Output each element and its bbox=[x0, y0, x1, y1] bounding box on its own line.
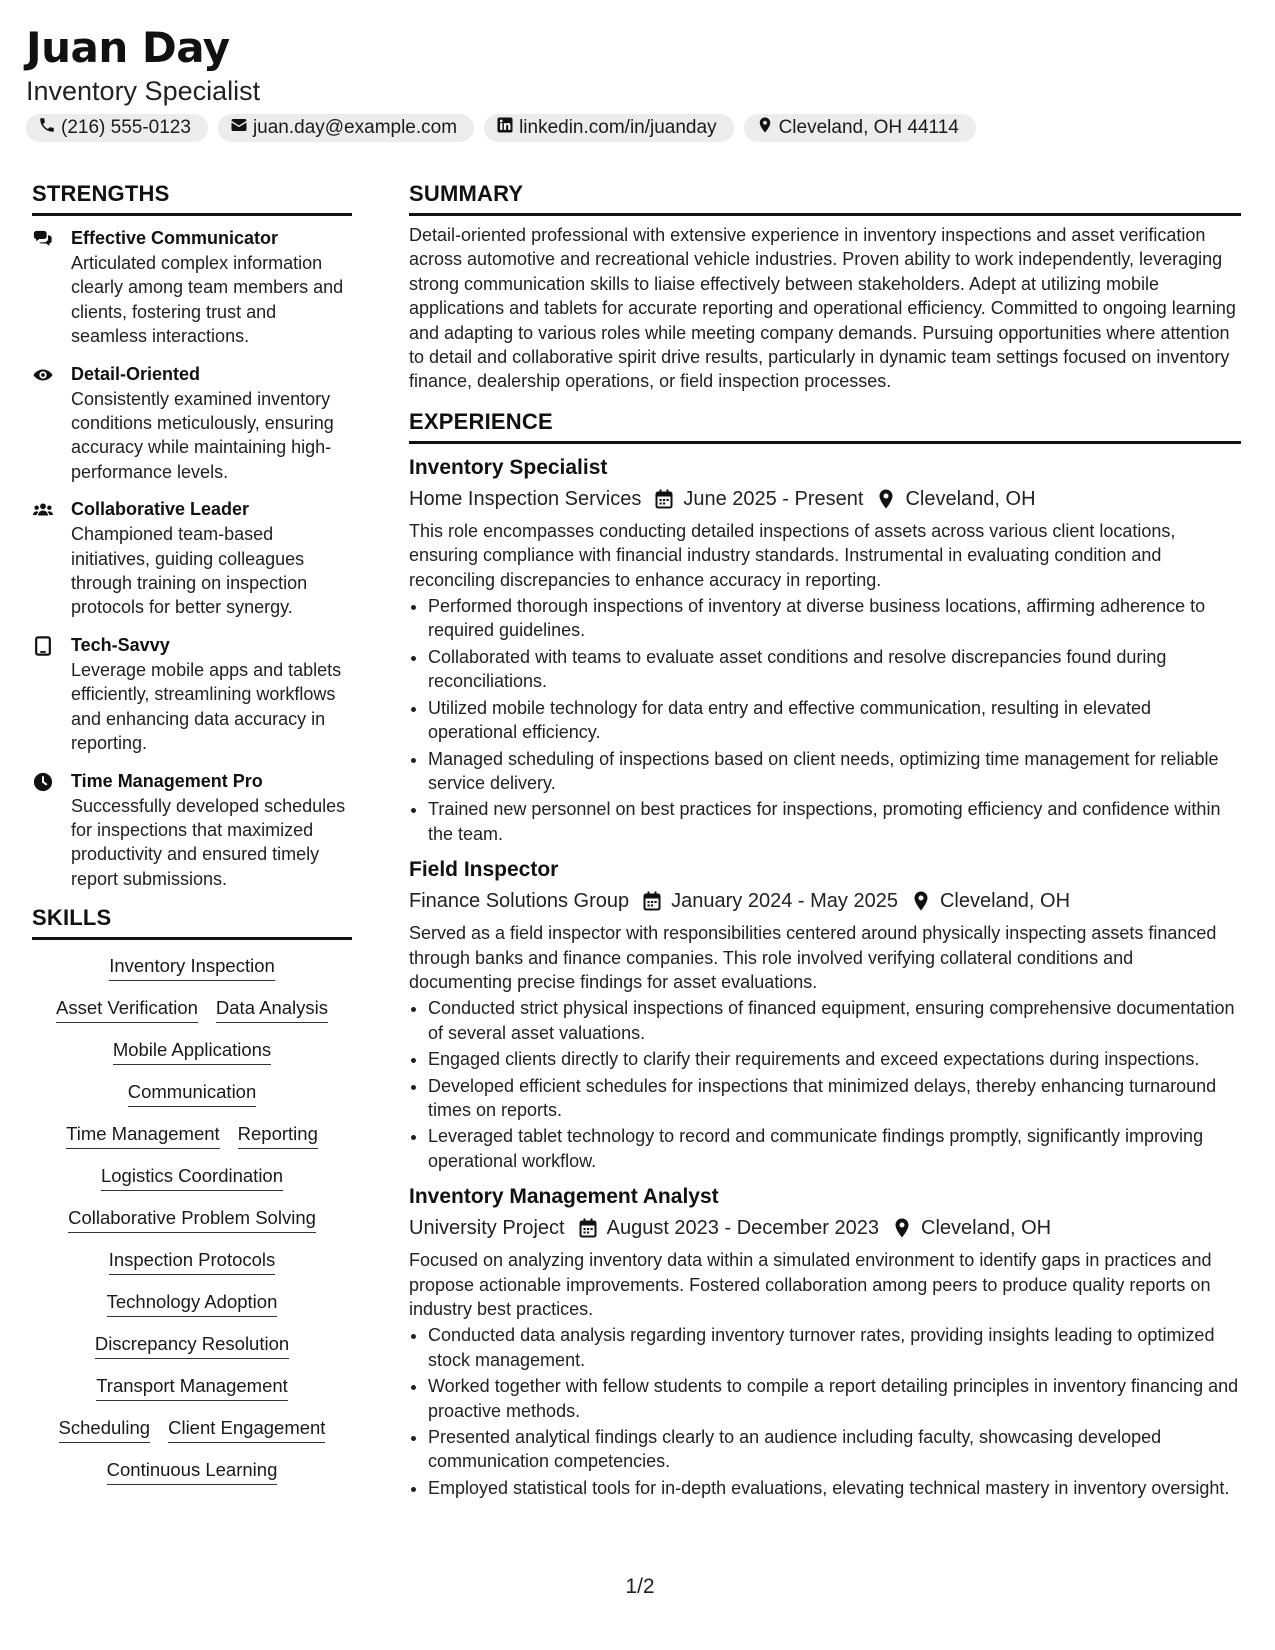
job-company: University Project bbox=[409, 1217, 565, 1240]
job-title: Field Inspector bbox=[409, 858, 559, 882]
envelope-icon bbox=[230, 116, 248, 140]
job-meta bbox=[409, 886, 1241, 916]
job-location: Cleveland, OH bbox=[921, 1217, 1052, 1240]
skill-row bbox=[32, 1206, 352, 1233]
job-bullets bbox=[409, 594, 1241, 846]
skill-tag: Scheduling bbox=[59, 1416, 151, 1443]
skill-row bbox=[32, 1290, 352, 1317]
skill-tag: Data Analysis bbox=[216, 996, 328, 1023]
skills-list bbox=[32, 954, 352, 1485]
strength-desc: Consistently examined inventory conditions meticulously, ensuring accuracy while maintaining high-performance levels. bbox=[71, 388, 334, 482]
job-title: Inventory Specialist bbox=[409, 455, 608, 479]
job-bullet: • Collaborated with teams to evaluate asset conditions and resolve discrepancies found during reconciliations. bbox=[428, 645, 1241, 694]
map-pin-icon bbox=[912, 891, 930, 911]
contact-linkedin-text: linkedin.com/in/juanday bbox=[519, 117, 717, 138]
strengths-list bbox=[32, 226, 352, 891]
calendar-icon bbox=[655, 489, 673, 509]
job-bullet: • Presented analytical findings clearly to an audience including faculty, showcasing developed communication competencies. bbox=[428, 1425, 1241, 1474]
job-bullet: • Performed thorough inspections of inventory at diverse business locations, affirming adherence to required guidelines. bbox=[428, 594, 1241, 643]
linkedin-icon bbox=[496, 116, 514, 140]
job-bullet: • Managed scheduling of inspections based on client needs, optimizing time management for reliable service delivery. bbox=[428, 747, 1241, 796]
job-entry bbox=[409, 1182, 1241, 1500]
calendar-icon bbox=[643, 891, 661, 911]
strength-title: Effective Communicator bbox=[71, 228, 279, 248]
contact-location[interactable] bbox=[744, 114, 976, 142]
job-description: This role encompasses conducting detailed inspections of assets across various client locations, ensuring compliance with financial industry standards. Instrumental in evaluating condition and reconciling discrepancies to enhance accuracy in reporting. bbox=[409, 520, 1176, 590]
job-entry bbox=[409, 855, 1241, 1173]
strength-item bbox=[32, 633, 352, 756]
job-description: Focused on analyzing inventory data within a simulated environment to identify gaps in practices and propose actionable improvements. Fostered collaboration among peers to produce quality reports on industry best practices. bbox=[409, 1250, 1212, 1319]
skill-row bbox=[32, 1248, 352, 1275]
job-company: Finance Solutions Group bbox=[409, 890, 630, 913]
skill-tag: Discrepancy Resolution bbox=[95, 1332, 289, 1359]
contact-bar bbox=[26, 114, 976, 142]
skill-row bbox=[32, 1416, 352, 1443]
skill-row bbox=[32, 996, 352, 1023]
job-bullet: • Trained new personnel on best practices for inspections, promoting efficiency and confidence within the team. bbox=[428, 797, 1241, 846]
skill-tag: Logistics Coordination bbox=[101, 1164, 283, 1191]
job-dates: January 2024 - May 2025 bbox=[671, 890, 898, 913]
strength-desc: Articulated complex information clearly among team members and clients, fostering trust and seamless interactions. bbox=[71, 253, 344, 347]
skill-tag: Continuous Learning bbox=[107, 1458, 278, 1485]
skill-row bbox=[32, 1164, 352, 1191]
job-bullet: • Developed efficient schedules for inspections that minimized delays, thereby enhancing turnaround times on reports. bbox=[428, 1074, 1241, 1123]
skill-tag: Reporting bbox=[238, 1122, 318, 1149]
strength-title: Detail-Oriented bbox=[71, 363, 201, 384]
strength-item bbox=[32, 362, 352, 485]
contact-linkedin[interactable] bbox=[484, 114, 734, 142]
skill-row bbox=[32, 1080, 352, 1107]
skill-tag: Communication bbox=[128, 1080, 257, 1107]
skill-row bbox=[32, 1458, 352, 1485]
skill-tag: Inspection Protocols bbox=[109, 1248, 276, 1275]
phone-icon bbox=[38, 116, 56, 140]
skill-row bbox=[32, 1374, 352, 1401]
job-bullet: • Employed statistical tools for in-depth evaluations, elevating technical mastery in inventory oversight. bbox=[428, 1476, 1241, 1500]
job-entry bbox=[409, 453, 1241, 846]
job-meta bbox=[409, 484, 1241, 514]
strength-item bbox=[32, 769, 352, 892]
strength-title: Collaborative Leader bbox=[71, 499, 250, 520]
summary-heading: SUMMARY bbox=[409, 180, 1241, 216]
job-meta bbox=[409, 1213, 1241, 1243]
map-pin-icon bbox=[877, 489, 895, 509]
job-bullet: • Engaged clients directly to clarify their requirements and exceed expectations during inspections. bbox=[428, 1047, 1241, 1071]
users-icon bbox=[32, 500, 56, 520]
chat-bubbles-icon bbox=[32, 229, 56, 249]
skill-row bbox=[32, 1038, 352, 1065]
contact-email[interactable] bbox=[218, 114, 474, 142]
job-title: Inventory Management Analyst bbox=[409, 1185, 719, 1209]
job-bullet: • Conducted data analysis regarding inventory turnover rates, providing insights leading to optimized stock management. bbox=[428, 1323, 1241, 1372]
job-description: Served as a field inspector with responsibilities centered around physically inspecting assets financed through banks and finance companies. This role involved verifying collateral conditions and documenting precise findings for asset evaluations. bbox=[409, 923, 1217, 992]
job-bullet: • Utilized mobile technology for data entry and effective communication, resulting in elevated operational efficiency. bbox=[428, 696, 1241, 745]
job-bullet: • Conducted strict physical inspections of financed equipment, ensuring comprehensive documentation of several asset valuations. bbox=[428, 996, 1241, 1045]
contact-email-text: juan.day@example.com bbox=[252, 117, 458, 138]
skills-heading: SKILLS bbox=[32, 904, 352, 940]
experience-heading: EXPERIENCE bbox=[409, 408, 1241, 444]
skill-tag: Asset Verification bbox=[56, 996, 198, 1023]
skill-tag: Technology Adoption bbox=[107, 1290, 278, 1317]
page-number: 1/2 bbox=[625, 1575, 655, 1598]
eye-icon bbox=[32, 365, 56, 385]
skill-tag: Client Engagement bbox=[168, 1416, 325, 1443]
left-column bbox=[32, 180, 352, 1500]
job-bullets bbox=[409, 996, 1241, 1173]
job-dates: June 2025 - Present bbox=[683, 487, 864, 510]
skill-row bbox=[32, 954, 352, 981]
strength-item bbox=[32, 226, 352, 349]
job-dates: August 2023 - December 2023 bbox=[606, 1217, 880, 1240]
contact-location-text: Cleveland, OH 44114 bbox=[778, 117, 959, 138]
skill-tag: Collaborative Problem Solving bbox=[68, 1206, 316, 1233]
strengths-heading: STRENGTHS bbox=[32, 180, 352, 216]
skill-row bbox=[32, 1122, 352, 1149]
job-bullet: • Leveraged tablet technology to record and communicate findings promptly, significantly improving operational workflow. bbox=[428, 1124, 1241, 1173]
skill-tag: Time Management bbox=[66, 1122, 220, 1149]
job-location: Cleveland, OH bbox=[939, 890, 1071, 913]
contact-phone-text: (216) 555-0123 bbox=[61, 117, 191, 138]
calendar-icon bbox=[579, 1218, 597, 1238]
map-pin-icon bbox=[893, 1218, 911, 1238]
skill-tag: Mobile Applications bbox=[113, 1038, 271, 1065]
contact-phone[interactable] bbox=[26, 114, 208, 142]
experience-list bbox=[409, 453, 1241, 1500]
strength-item bbox=[32, 497, 352, 620]
strength-title: Time Management Pro bbox=[71, 770, 263, 791]
skill-tag: Inventory Inspection bbox=[109, 954, 275, 981]
job-company: Home Inspection Services bbox=[409, 487, 642, 510]
clock-icon bbox=[32, 772, 56, 792]
skill-row bbox=[32, 1332, 352, 1359]
candidate-name: Juan Day bbox=[26, 23, 230, 72]
job-bullets bbox=[409, 1323, 1241, 1500]
skill-tag: Transport Management bbox=[96, 1374, 288, 1401]
map-pin-icon bbox=[756, 116, 774, 140]
right-column bbox=[409, 180, 1241, 1502]
job-location: Cleveland, OH bbox=[905, 487, 1036, 510]
candidate-title: Inventory Specialist bbox=[26, 76, 261, 106]
job-bullet: • Worked together with fellow students to compile a report detailing principles in inventory financing and proactive methods. bbox=[428, 1374, 1241, 1423]
summary-text: Detail-oriented professional with extensive experience in inventory inspections and asset verification across automotive and recreational vehicle industries. Proven ability to work independently, leveraging strong communication skills to liaise effectively between stakeholders. Adept at utilizing mobile applications and tablets for accurate reporting and operational efficiency. Committed to ongoing learning and adapting to various roles while meeting company demands. Pursuing opportunities where attention to detail and collaborative spirit drive results, particularly in dynamic team settings focused on inventory finance, dealership operations, or field inspection processes. bbox=[409, 225, 1236, 392]
tablet-icon bbox=[32, 636, 56, 656]
strength-desc: Championed team-based initiatives, guiding colleagues through training on inspection protocols for better synergy. bbox=[71, 524, 308, 618]
strength-desc: Successfully developed schedules for inspections that maximized productivity and ensured timely report submissions. bbox=[71, 795, 346, 889]
strength-desc: Leverage mobile apps and tablets efficiently, streamlining workflows and enhancing data accuracy in reporting. bbox=[71, 659, 342, 754]
strength-title: Tech-Savvy bbox=[71, 634, 170, 655]
